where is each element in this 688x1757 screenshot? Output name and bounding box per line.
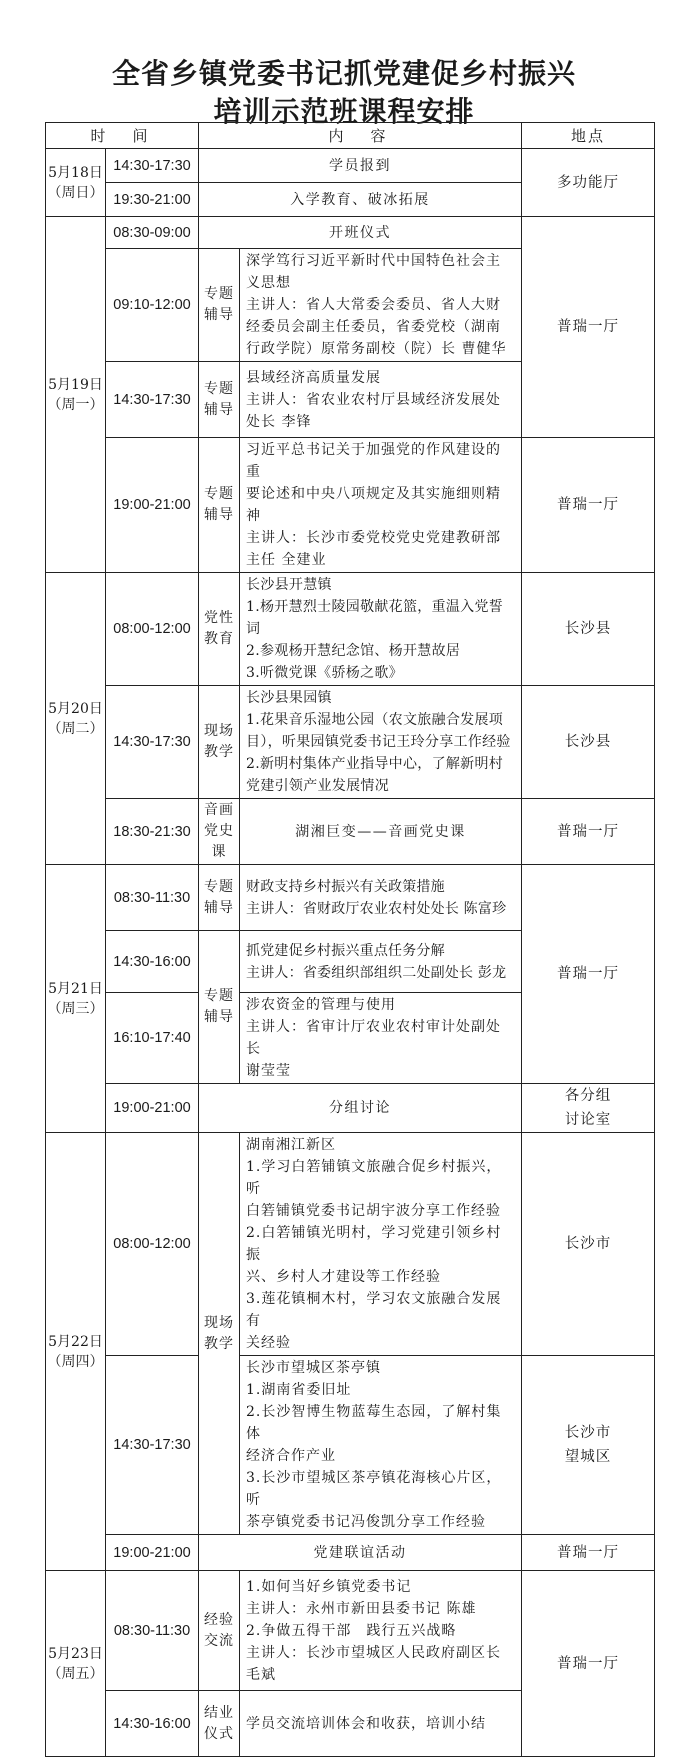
category-text: 结业	[204, 1704, 235, 1721]
location-cell: 多功能厅	[522, 149, 655, 217]
content-line: 3.莲花镇桐木村，学习农文旅融合发展有	[246, 1291, 502, 1329]
content-line: 长沙县果园镇	[246, 690, 332, 706]
content-line: 处长 李锋	[246, 413, 312, 430]
category-cell	[199, 249, 240, 362]
time-cell: 08:30-09:00	[106, 217, 199, 249]
content-line: 1.花果音乐湿地公园（农文旅融合发展项	[246, 712, 504, 728]
location-cell: 普瑞一厅	[522, 799, 655, 865]
content-line: 主讲人：永州市新田县委书记 陈雄	[246, 1600, 477, 1617]
table-row	[46, 686, 655, 799]
table-row	[46, 438, 655, 573]
category-cell	[199, 799, 240, 865]
table-row	[46, 865, 655, 931]
content-line: 县域经济高质量发展	[246, 369, 382, 386]
time-cell: 14:30-16:00	[106, 931, 199, 993]
category-text: 专题	[204, 380, 235, 397]
time-cell: 14:30-17:30	[106, 1356, 199, 1535]
time-cell: 19:00-21:00	[106, 1535, 199, 1571]
location-line: 讨论室	[564, 1112, 612, 1128]
weekday: （周日）	[47, 184, 104, 201]
content-line: 涉农资金的管理与使用	[246, 997, 397, 1013]
category-text: 专题	[204, 878, 235, 895]
content-line: 习近平总书记关于加强党的作风建设的重	[246, 442, 502, 480]
table-row	[46, 149, 655, 183]
content-line: 主讲人：长沙市委党校党史党建教研部	[246, 530, 502, 546]
location-line: 长沙市	[564, 1425, 612, 1441]
category-text: 交流	[204, 1632, 235, 1649]
content-line: 主讲人：省审计厅农业农村审计处副处长	[246, 1019, 502, 1057]
table-row	[46, 1084, 655, 1133]
location-cell: 普瑞一厅	[522, 1571, 655, 1757]
category-text: 课	[211, 844, 227, 860]
category-text: 辅导	[204, 899, 235, 916]
content-line: 抓党建促乡村振兴重点任务分解	[246, 942, 445, 959]
location-cell: 长沙县	[522, 686, 655, 799]
content-line: 要论述和中央八项规定及其实施细则精神	[246, 486, 502, 524]
content-line: 义思想	[246, 275, 292, 291]
content-cell	[240, 362, 522, 438]
content-line: 兴、乡村人才建设等工作经验	[246, 1269, 442, 1285]
category-text: 专题	[204, 286, 235, 302]
time-cell: 19:00-21:00	[106, 438, 199, 573]
content-line: 3.长沙市望城区茶亭镇花海核心片区，听	[246, 1470, 502, 1508]
table-row	[46, 1133, 655, 1356]
category-cell	[199, 362, 240, 438]
content-line: 关经验	[246, 1335, 292, 1351]
time-cell: 19:30-21:00	[106, 183, 199, 217]
time-cell: 14:30-17:30	[106, 149, 199, 183]
category-cell	[199, 865, 240, 931]
content-line: 财政支持乡村振兴有关政策措施	[246, 878, 445, 895]
weekday: （周五）	[47, 1665, 104, 1682]
location-line: 望城区	[564, 1449, 612, 1465]
category-text: 党性	[204, 610, 235, 626]
content-cell: 开班仪式	[199, 217, 522, 249]
content-line: 2.新明村集体产业指导中心，了解新明村	[246, 756, 504, 772]
content-cell: 湖湘巨变——音画党史课	[240, 799, 522, 865]
category-text: 音画	[204, 802, 235, 818]
category-cell	[199, 1691, 240, 1757]
content-line: 长沙市望城区茶亭镇	[246, 1360, 382, 1376]
weekday: （周四）	[47, 1353, 104, 1370]
content-cell	[240, 993, 522, 1084]
table-row	[46, 1535, 655, 1571]
table-header-row	[46, 123, 655, 149]
category-cell	[199, 1571, 240, 1691]
content-line: 主讲人：省财政厅农业农村处处长 陈富珍	[246, 900, 507, 917]
date-cell	[46, 865, 106, 1133]
content-line: 2.争做五得干部 践行五兴战略	[246, 1622, 457, 1639]
date-cell	[46, 149, 106, 217]
time-cell: 08:30-11:30	[106, 865, 199, 931]
content-cell: 学员报到	[199, 149, 522, 183]
content-line: 2.参观杨开慧纪念馆、杨开慧故居	[246, 643, 461, 659]
content-line: 3.听微党课《骄杨之歌》	[246, 665, 403, 681]
time-cell: 14:30-17:30	[106, 362, 199, 438]
table-row	[46, 799, 655, 865]
content-line: 茶亭镇党委书记冯俊凯分享工作经验	[246, 1514, 487, 1530]
content-cell: 党建联谊活动	[199, 1535, 522, 1571]
content-cell: 分组讨论	[199, 1084, 522, 1133]
category-cell	[199, 931, 240, 1084]
category-text: 教学	[204, 1335, 235, 1352]
content-line: 1.杨开慧烈士陵园敬献花篮，重温入党誓词	[246, 599, 504, 637]
location-cell: 普瑞一厅	[522, 438, 655, 573]
table-row	[46, 217, 655, 249]
header-location: 地点	[522, 123, 655, 149]
category-text: 现场	[204, 723, 235, 739]
time-cell: 14:30-16:00	[106, 1691, 199, 1757]
date: 5月23日	[48, 1645, 103, 1662]
category-text: 辅导	[204, 307, 235, 323]
content-line: 2.白箬铺镇光明村，学习党建引领乡村振	[246, 1225, 502, 1263]
category-text: 辅导	[204, 401, 235, 418]
date: 5月18日	[48, 164, 103, 181]
content-line: 1.湖南省委旧址	[246, 1382, 352, 1398]
content-cell	[240, 438, 522, 573]
content-line: 湖南湘江新区	[246, 1137, 337, 1153]
content-line: 1.如何当好乡镇党委书记	[246, 1578, 412, 1595]
page-title-line2: 培训示范班课程安排	[213, 95, 475, 128]
table-row	[46, 573, 655, 686]
header-content: 内 容	[199, 123, 522, 149]
category-text: 专题	[204, 988, 235, 1004]
date-cell	[46, 1571, 106, 1757]
category-cell	[199, 686, 240, 799]
date: 5月19日	[48, 376, 103, 393]
category-text: 专题	[204, 486, 235, 502]
date: 5月21日	[48, 980, 103, 997]
category-cell	[199, 573, 240, 686]
weekday: （周一）	[47, 396, 104, 413]
category-cell	[199, 438, 240, 573]
content-cell	[240, 1356, 522, 1535]
time-cell: 08:00-12:00	[106, 573, 199, 686]
content-line: 2.长沙智博生物蓝莓生态园，了解村集体	[246, 1404, 502, 1442]
content-line: 主讲人：省农业农村厅县域经济发展处	[246, 391, 502, 408]
content-line: 白箬铺镇党委书记胡宇波分享工作经验	[246, 1203, 502, 1219]
content-cell	[240, 249, 522, 362]
category-text: 辅导	[204, 507, 235, 523]
time-cell: 19:00-21:00	[106, 1084, 199, 1133]
content-cell	[240, 686, 522, 799]
content-cell	[240, 1133, 522, 1356]
date-cell	[46, 1133, 106, 1571]
content-line: 主讲人：省委组织部组织二处副处长 彭龙	[246, 964, 507, 981]
location-line: 各分组	[564, 1088, 612, 1104]
time-cell: 09:10-12:00	[106, 249, 199, 362]
schedule-table	[45, 122, 655, 1757]
weekday: （周二）	[47, 720, 104, 737]
content-line: 1.学习白箬铺镇文旅融合促乡村振兴，听	[246, 1159, 502, 1197]
location-cell	[522, 1356, 655, 1535]
content-line: 主讲人：长沙市望城区人民政府副区长	[246, 1644, 502, 1661]
time-cell: 14:30-17:30	[106, 686, 199, 799]
table-row	[46, 1356, 655, 1535]
weekday: （周三）	[47, 1000, 104, 1017]
time-cell: 08:30-11:30	[106, 1571, 199, 1691]
content-line: 毛斌	[246, 1666, 277, 1683]
table-row	[46, 1571, 655, 1691]
content-cell	[240, 931, 522, 993]
content-cell: 学员交流培训体会和收获，培训小结	[240, 1691, 522, 1757]
content-line: 经济合作产业	[246, 1448, 337, 1464]
content-cell	[240, 573, 522, 686]
page-title-line1: 全省乡镇党委书记抓党建促乡村振兴	[111, 57, 576, 90]
content-cell: 入学教育、破冰拓展	[199, 183, 522, 217]
category-text: 辅导	[204, 1009, 235, 1025]
date-cell	[46, 573, 106, 865]
time-cell: 08:00-12:00	[106, 1133, 199, 1356]
category-text: 教学	[204, 744, 235, 760]
content-line: 谢莹莹	[246, 1063, 292, 1079]
category-text: 经验	[204, 1611, 235, 1628]
category-cell	[199, 1133, 240, 1535]
time-cell: 18:30-21:30	[106, 799, 199, 865]
date: 5月20日	[48, 700, 103, 717]
location-cell: 普瑞一厅	[522, 217, 655, 438]
category-text: 仪式	[204, 1725, 235, 1742]
category-text: 党史	[204, 823, 235, 839]
header-time: 时 间	[46, 123, 199, 149]
content-line: 主任 全建业	[246, 552, 327, 568]
location-cell: 长沙县	[522, 573, 655, 686]
content-line: 目），听果园镇党委书记王玲分享工作经验	[246, 734, 511, 750]
content-cell	[240, 1571, 522, 1691]
location-cell	[522, 1084, 655, 1133]
date: 5月22日	[48, 1333, 103, 1350]
content-line: 长沙县开慧镇	[246, 577, 332, 593]
location-cell: 普瑞一厅	[522, 865, 655, 1084]
location-cell: 普瑞一厅	[522, 1535, 655, 1571]
content-cell	[240, 865, 522, 931]
content-line: 行政学院）原常务副校（院）长 曹健华	[246, 341, 507, 357]
category-text: 现场	[204, 1314, 235, 1331]
content-line: 经委员会副主任委员，省委党校（湖南	[246, 319, 502, 335]
content-line: 深学笃行习近平新时代中国特色社会主	[246, 253, 502, 269]
category-text: 教育	[204, 631, 235, 647]
location-cell: 长沙市	[522, 1133, 655, 1356]
time-cell: 16:10-17:40	[106, 993, 199, 1084]
content-line: 主讲人：省人大常委会委员、省人大财	[246, 297, 502, 313]
content-line: 党建引领产业发展情况	[246, 778, 390, 794]
date-cell	[46, 217, 106, 573]
